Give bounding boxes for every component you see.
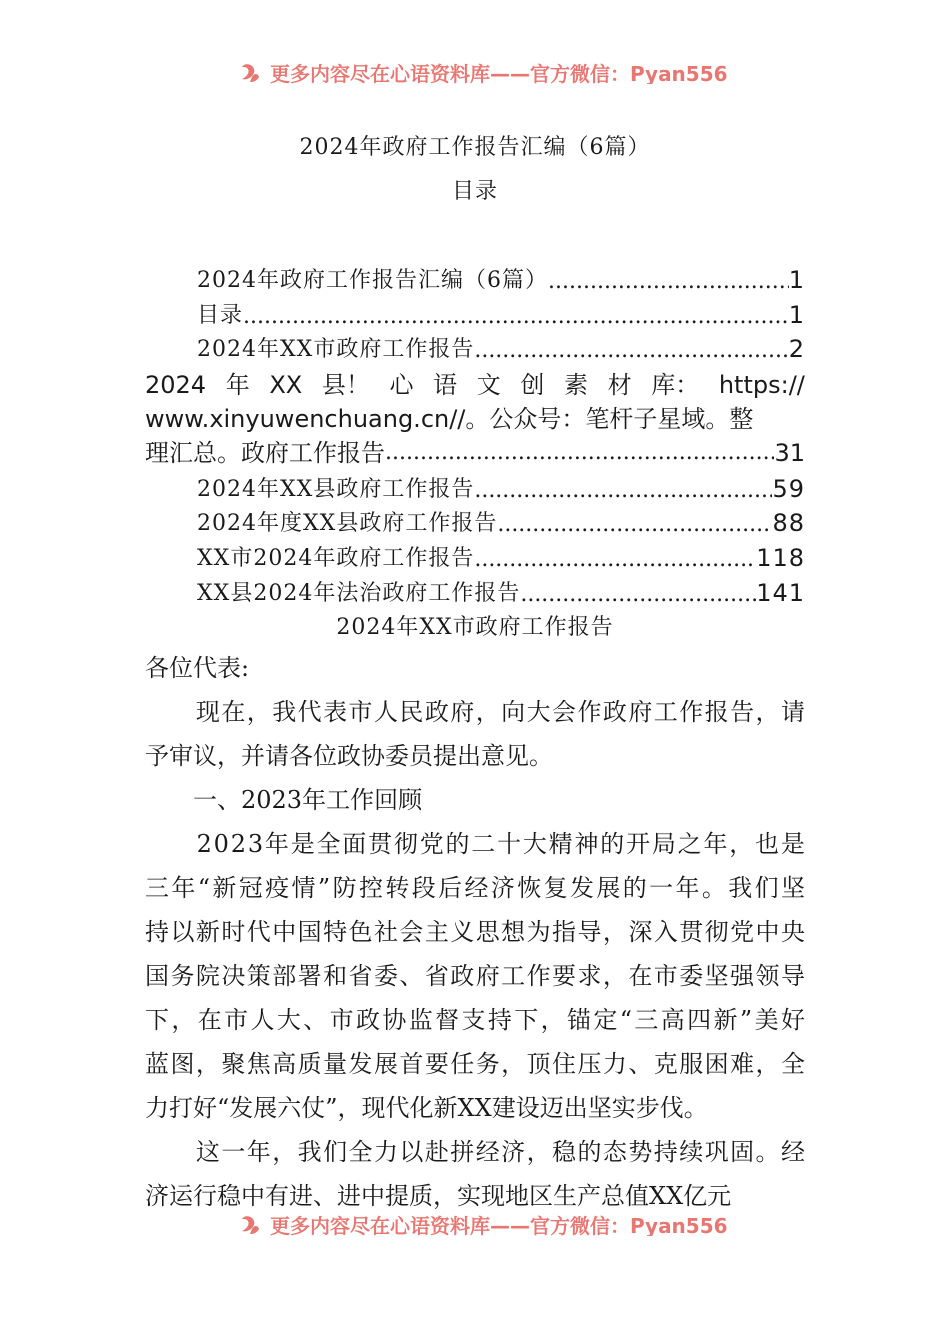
toc-long-part: 创 xyxy=(520,371,545,399)
logo-icon xyxy=(238,61,262,85)
toc-entry-page: 2 xyxy=(788,335,805,363)
body-line: 下 ， 在 市 人 大 、 市 政 协 监 督 支 持 下 ， 锚 定 “ 三 高 四 新 ” 美 好 xyxy=(145,1006,805,1034)
body-line: 持 以 新 时 代 中 国 特 色 社 会 主 义 思 想 为 指 导 ， 深 入 贯 彻 党 中 央 xyxy=(145,918,805,946)
toc-long-line-1 xyxy=(145,368,805,402)
toc-leader-dots xyxy=(520,582,756,607)
logo-icon xyxy=(238,1213,262,1237)
toc-leader-dots xyxy=(474,547,756,572)
body-line: 这 一 年 ， 我 们 全 力 以 赴 拼 经 济 ， 稳 的 态 势 持 续 巩 固 。 经 xyxy=(195,1138,805,1166)
toc-long-part: 材 xyxy=(607,371,632,399)
toc-entry-page: 31 xyxy=(774,439,805,467)
toc-long-part: 2024 xyxy=(145,371,207,399)
watermark-text: 更多内容尽在心语资料库——官方微信：Pyan556 xyxy=(270,1214,728,1236)
body-line: 予审议，并请各位政协委员提出意见。 xyxy=(145,742,553,770)
toc-entry-page: 1 xyxy=(788,266,805,294)
toc-entry-page: 118 xyxy=(756,544,805,572)
toc-leader-dots xyxy=(243,304,789,329)
toc-entry[interactable] xyxy=(197,297,805,329)
toc-entry-label: 2024年XX市政府工作报告 xyxy=(197,337,475,362)
watermark-text: 更多内容尽在心语资料库——官方微信：Pyan556 xyxy=(270,62,728,84)
toc-leader-dots xyxy=(474,478,772,503)
toc-leader-dots xyxy=(385,436,774,470)
toc-long-part: 语 xyxy=(433,371,458,399)
toc-entry-label: 2024年XX县政府工作报告 xyxy=(197,477,475,502)
body-line: 济运行稳中有进、进中提质，实现地区生产总值XX亿元 xyxy=(145,1182,732,1210)
toc-entry-long[interactable] xyxy=(145,368,805,470)
toc-long-line-3 xyxy=(145,436,805,470)
toc-entry[interactable] xyxy=(197,331,805,363)
toc-entry[interactable] xyxy=(197,575,805,607)
section-title: 2024年XX市政府工作报告 xyxy=(336,615,614,640)
salutation: 各位代表: xyxy=(145,654,250,682)
toc-long-part: https:// xyxy=(718,371,805,399)
toc-long-part: 文 xyxy=(476,371,501,399)
toc-entry-page: 1 xyxy=(788,301,805,329)
body-line: 蓝 图 ， 聚 焦 高 质 量 发 展 首 要 任 务 ， 顶 住 压 力 、 克 服 困 难 ， 全 xyxy=(145,1050,805,1078)
toc-long-label: 理汇总。政府工作报告 xyxy=(145,439,385,467)
toc-entry-page: 88 xyxy=(772,509,805,537)
document-body xyxy=(145,646,805,1218)
toc-long-part: 年 xyxy=(225,371,250,399)
toc-entry-label: 目录 xyxy=(197,303,244,328)
body-line: 国 务 院 决 策 部 署 和 省 委 、 省 政 府 工 作 要 求 ， 在 市 委 坚 强 领 导 xyxy=(145,962,805,990)
watermark-bottom xyxy=(0,1206,950,1236)
body-line: 力打好“发展六仗”，现代化新XX建设迈出坚实步伐。 xyxy=(145,1094,708,1122)
toc-long-part: 县！ xyxy=(321,371,370,399)
toc-long-line-2: www.xinyuwenchuang.cn//。公众号：笔杆子星域。整 xyxy=(145,405,754,433)
toc-leader-dots xyxy=(548,269,789,294)
toc-entry-label: XX县2024年法治政府工作报告 xyxy=(197,581,521,606)
toc-entry[interactable] xyxy=(197,505,805,537)
toc-leader-dots xyxy=(474,338,788,363)
document-title: 2024年政府工作报告汇编（6篇） xyxy=(299,135,651,160)
toc-entry[interactable] xyxy=(197,540,805,572)
toc-entry-label: 2024年度XX县政府工作报告 xyxy=(197,511,498,536)
toc-entry-label: XX市2024年政府工作报告 xyxy=(197,546,475,571)
toc-entry[interactable] xyxy=(197,471,805,503)
toc-entry-page: 59 xyxy=(772,475,805,503)
toc-long-part: 库： xyxy=(651,371,700,399)
toc-long-part: 心 xyxy=(389,371,414,399)
toc-entry-page: 141 xyxy=(756,579,805,607)
section-heading: 一、2023年工作回顾 xyxy=(145,786,423,814)
toc-leader-dots xyxy=(497,512,772,537)
toc-heading: 目录 xyxy=(451,179,498,204)
body-line: 2 0 2 3 年 是 全 面 贯 彻 党 的 二 十 大 精 神 的 开 局 之 年 ， 也 是 xyxy=(196,830,805,858)
toc-long-part: XX xyxy=(269,371,303,399)
toc-long-part: 素 xyxy=(563,371,588,399)
toc-entry-label: 2024年政府工作报告汇编（6篇） xyxy=(197,268,548,293)
body-line: 三 年 “ 新 冠 疫 情 ” 防 控 转 段 后 经 济 恢 复 发 展 的 一 年 。 我 们 坚 xyxy=(145,874,805,902)
toc-entry[interactable] xyxy=(197,262,805,294)
watermark-top xyxy=(0,54,950,84)
body-line: 现 在 ， 我 代 表 市 人 民 政 府 ， 向 大 会 作 政 府 工 作 报 告 ， 请 xyxy=(195,698,805,726)
